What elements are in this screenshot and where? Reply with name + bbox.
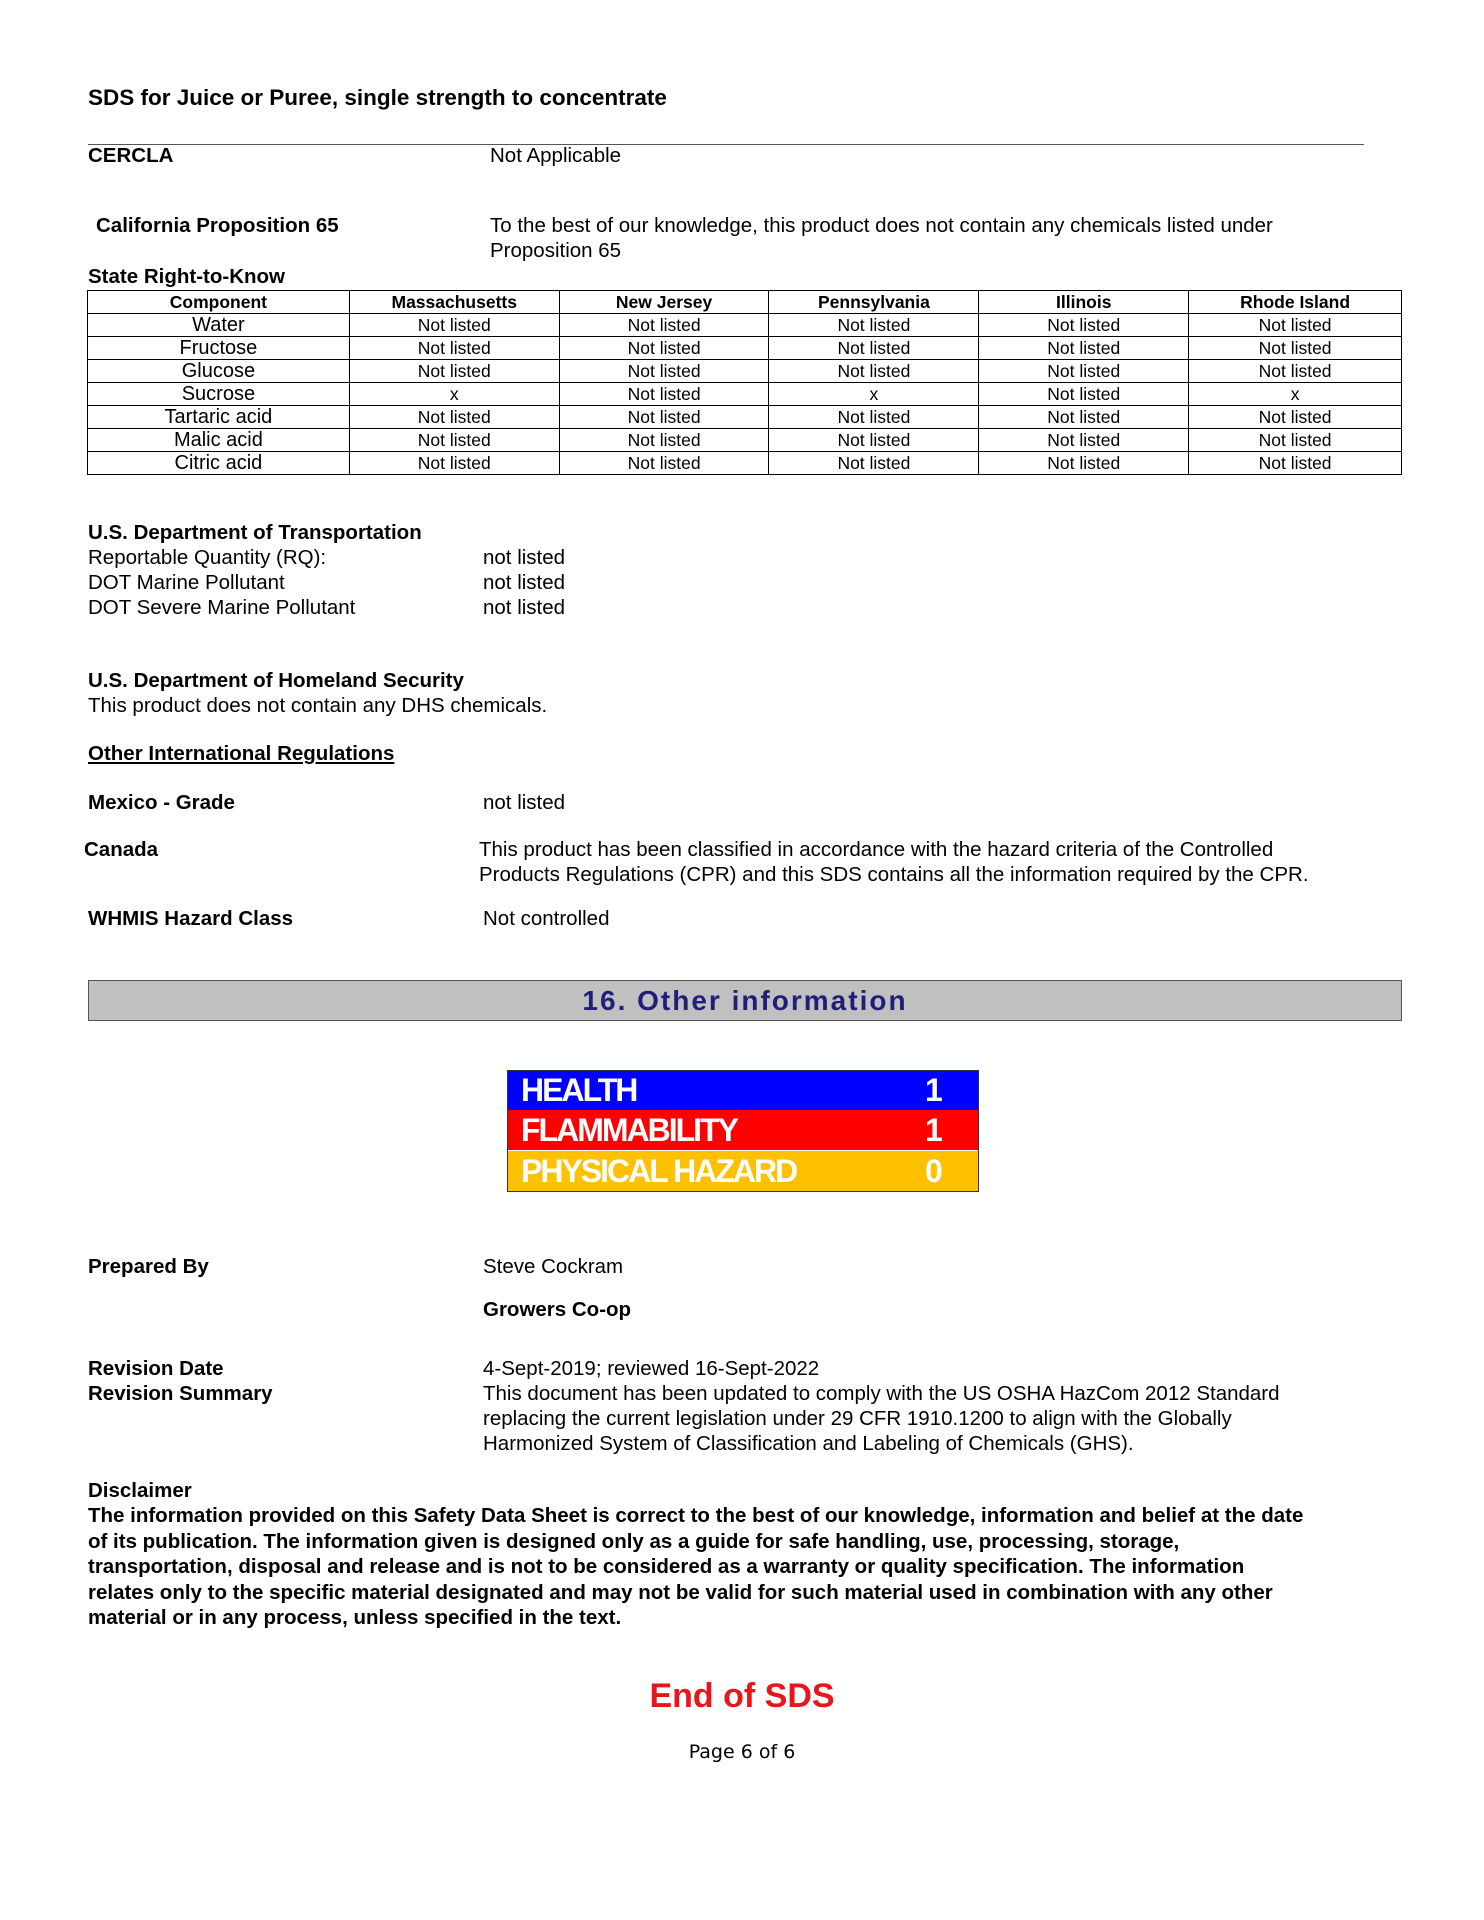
table-cell: Not listed <box>559 452 769 475</box>
table-cell: Not listed <box>979 406 1189 429</box>
table-cell: Not listed <box>769 452 979 475</box>
dot-title: U.S. Department of Transportation <box>88 521 422 544</box>
dhs-title: U.S. Department of Homeland Security <box>88 669 464 692</box>
table-cell: Not listed <box>769 360 979 383</box>
dot-value-rq: not listed <box>483 546 566 569</box>
table-cell: Not listed <box>769 314 979 337</box>
table-row <box>88 314 1402 337</box>
revision-summary-line: replacing the current legislation under 29 CFR 1910.1200 to align with the Globally <box>483 1407 1232 1430</box>
table-row <box>88 337 1402 360</box>
table-cell: Not listed <box>1189 360 1402 383</box>
prepared-name: Steve Cockram <box>483 1255 624 1278</box>
table-row <box>88 360 1402 383</box>
disclaimer-text <box>88 1503 1408 1631</box>
mexico-label: Mexico - Grade <box>88 791 235 814</box>
state-rtk-table <box>87 290 1402 475</box>
disclaimer-line: relates only to the specific material designated and may not be valid for such material used in combination with any other <box>88 1580 1273 1604</box>
table-cell: Not listed <box>349 452 559 475</box>
dot-label-rq: Reportable Quantity (RQ): <box>88 546 327 569</box>
prop65-label: California Proposition 65 <box>96 214 339 237</box>
disclaimer-line: transportation, disposal and release and is not to be considered as a warranty or quality specification. The information <box>88 1555 1245 1578</box>
table-cell: Malic acid <box>88 429 350 452</box>
table-cell: Not listed <box>979 360 1189 383</box>
header-rule <box>88 144 1364 145</box>
table-cell: x <box>1189 383 1402 406</box>
table-cell: Not listed <box>1189 314 1402 337</box>
prop65-line1: To the best of our knowledge, this product does not contain any chemicals listed under <box>490 214 1273 237</box>
table-cell: Not listed <box>559 314 769 337</box>
mexico-value: not listed <box>483 791 566 814</box>
prepared-org: Growers Co-op <box>483 1298 632 1321</box>
table-cell: Not listed <box>349 337 559 360</box>
prepared-label: Prepared By <box>88 1255 209 1278</box>
revision-date-value: 4-Sept-2019; reviewed 16-Sept-2022 <box>483 1357 820 1380</box>
canada-line1: This product has been classified in accordance with the hazard criteria of the Controlled <box>479 838 1274 861</box>
table-cell: Not listed <box>559 429 769 452</box>
table-cell: Water <box>88 314 350 337</box>
cercla-label: CERCLA <box>88 144 174 167</box>
table-cell: Sucrose <box>88 383 350 406</box>
page-number: Page 6 of 6 <box>688 1741 796 1763</box>
disclaimer-line: material or in any process, unless specified in the text. <box>88 1606 622 1629</box>
table-cell: Not listed <box>559 406 769 429</box>
col-header: Component <box>88 291 350 314</box>
disclaimer-line: The information provided on this Safety Data Sheet is correct to the best of our knowledge, information and belief at the date <box>88 1504 1304 1527</box>
table-row <box>88 429 1402 452</box>
table-cell: Not listed <box>559 383 769 406</box>
table-cell: x <box>769 383 979 406</box>
canada-label: Canada <box>84 838 159 861</box>
table-cell: Not listed <box>349 314 559 337</box>
col-header: Rhode Island <box>1189 291 1402 314</box>
dot-label-marine: DOT Marine Pollutant <box>88 571 285 594</box>
document-title: SDS for Juice or Puree, single strength to concentrate <box>88 85 667 110</box>
table-cell: Not listed <box>769 429 979 452</box>
dot-value-severe: not listed <box>483 596 566 619</box>
table-cell: Glucose <box>88 360 350 383</box>
table-cell: Not listed <box>1189 452 1402 475</box>
table-row <box>88 383 1402 406</box>
cercla-value: Not Applicable <box>490 144 622 167</box>
table-cell: Fructose <box>88 337 350 360</box>
hazard-label: PHYSICAL HAZARD <box>521 1153 797 1189</box>
dot-value-marine: not listed <box>483 571 566 594</box>
state-rtk-title: State Right-to-Know <box>88 265 285 288</box>
table-cell: Not listed <box>769 406 979 429</box>
table-row <box>88 452 1402 475</box>
dot-label-severe: DOT Severe Marine Pollutant <box>88 596 356 619</box>
table-cell: Not listed <box>979 314 1189 337</box>
hazard-rating-frame <box>507 1070 979 1192</box>
col-header: New Jersey <box>559 291 769 314</box>
table-cell: Not listed <box>1189 337 1402 360</box>
hazard-value: 1 <box>925 1112 943 1148</box>
table-cell: Not listed <box>349 429 559 452</box>
table-cell: Not listed <box>979 452 1189 475</box>
hazard-value: 1 <box>925 1072 943 1108</box>
table-cell: x <box>349 383 559 406</box>
table-cell: Not listed <box>1189 429 1402 452</box>
table-cell: Not listed <box>559 360 769 383</box>
table-cell: Not listed <box>559 337 769 360</box>
hazard-value: 0 <box>925 1153 943 1189</box>
prop65-line2: Proposition 65 <box>490 239 622 262</box>
table-header-row <box>88 291 1402 314</box>
section-16-heading: 16. Other information <box>88 980 1402 1021</box>
whmis-value: Not controlled <box>483 907 610 930</box>
dhs-text: This product does not contain any DHS chemicals. <box>88 694 548 717</box>
table-cell: Not listed <box>349 406 559 429</box>
table-cell: Not listed <box>769 337 979 360</box>
col-header: Pennsylvania <box>769 291 979 314</box>
table-cell: Not listed <box>1189 406 1402 429</box>
table-cell: Citric acid <box>88 452 350 475</box>
table-cell: Not listed <box>979 337 1189 360</box>
table-cell: Not listed <box>349 360 559 383</box>
disclaimer-title: Disclaimer <box>88 1479 192 1502</box>
disclaimer-line: of its publication. The information given is designed only as a guide for safe handling, use, processing, storage, <box>88 1529 1180 1553</box>
col-header: Illinois <box>979 291 1189 314</box>
revision-summary-line: This document has been updated to comply with the US OSHA HazCom 2012 Standard <box>483 1382 1280 1405</box>
table-row <box>88 406 1402 429</box>
end-of-sds: End of SDS <box>649 1677 835 1715</box>
whmis-label: WHMIS Hazard Class <box>88 907 294 930</box>
revision-summary-label: Revision Summary <box>88 1382 273 1405</box>
canada-line2: Products Regulations (CPR) and this SDS contains all the information required by the CPR. <box>479 863 1309 886</box>
hazard-label: FLAMMABILITY <box>521 1112 737 1148</box>
table-cell: Tartaric acid <box>88 406 350 429</box>
revision-summary-line: Harmonized System of Classification and Labeling of Chemicals (GHS). <box>483 1432 1134 1455</box>
revision-date-label: Revision Date <box>88 1357 224 1380</box>
intl-title: Other International Regulations <box>88 742 395 765</box>
hazard-label: HEALTH <box>521 1072 637 1108</box>
table-cell: Not listed <box>979 383 1189 406</box>
col-header: Massachusetts <box>349 291 559 314</box>
table-cell: Not listed <box>979 429 1189 452</box>
